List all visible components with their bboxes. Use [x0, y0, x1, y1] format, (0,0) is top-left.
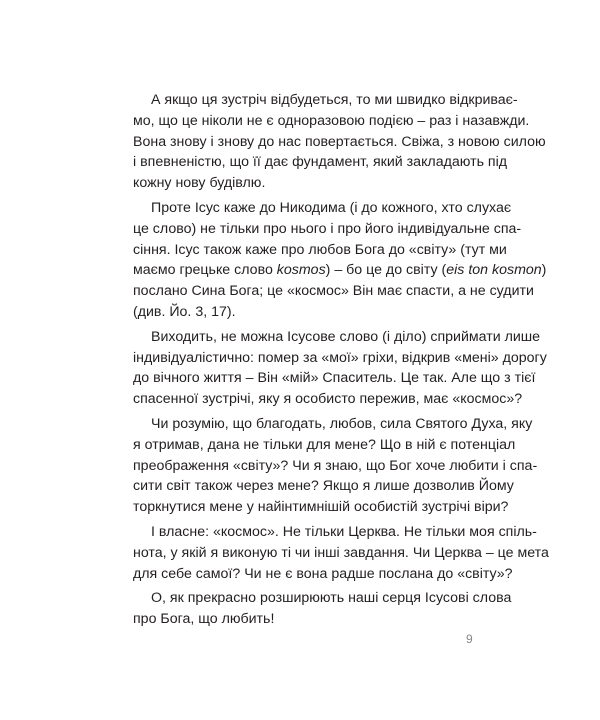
text-line: сіння. Ісус також каже про любов Бога до «світу» (тут ми [133, 241, 507, 258]
text-line: О, як прекрасно розширюють наші серця Ісусові слова [151, 590, 512, 607]
text-line: А якщо ця зустріч відбудеться, то ми швидко відкриває- [151, 92, 518, 108]
text-segment: маємо грецьке слово [133, 262, 277, 279]
text-segment: ) [541, 262, 547, 279]
text-line: послано Сина Бога; це «космос» Він має спасти, а не судити [133, 283, 534, 300]
text-line: сити світ також через мене? Якщо я лише дозволив Йому [133, 478, 514, 495]
text-segment: ) – бо це до світу ( [325, 262, 447, 279]
text-line: спасенної зустрічі, яку я особисто пережив, має «космос»? [133, 391, 523, 408]
text-line: преображення «світу»? Чи я знаю, що Бог хоче любити і спа- [133, 457, 538, 474]
text-line: торкнутися мене у найінтимнішій особистій зустрічі віри? [133, 499, 509, 516]
paragraph [133, 90, 546, 194]
text-line: І власне: «космос». Не тільки Церква. Не тільки моя спіль- [151, 523, 537, 540]
body-text [133, 90, 549, 630]
text-line: це слово) не тільки про нього і про його індивідуальне спа- [133, 220, 522, 237]
text-line: мо, що це ніколи не є одноразовою подією – раз і назавжди. [133, 112, 530, 129]
italic-term: eis ton kosmon [446, 262, 542, 279]
text-line: про Бога, що любить! [133, 611, 275, 628]
text-line: і впевненістю, що її дає фундамент, який закладають під [133, 154, 508, 171]
text-line: кожну нову будівлю. [133, 175, 266, 192]
paragraph [133, 522, 549, 584]
text-line: Чи розумію, що благодать, любов, сила Святого Духа, яку [151, 415, 533, 432]
text-line: Виходить, не можна Ісусове слово (і діло) сприймати лише [151, 328, 541, 345]
paragraph [133, 198, 547, 323]
text-line: (див. Йо. 3, 17). [133, 303, 236, 320]
paragraph [133, 588, 512, 630]
text-line: Проте Ісус каже до Никодима (і до кожного, хто слухає [151, 199, 512, 216]
text-line: я отримав, дана не тільки для мене? Що в ній є потенціал [133, 436, 516, 453]
paragraph [133, 327, 547, 410]
text-line: Вона знову і знову до нас повертається. Свіжа, з новою силою [133, 133, 546, 150]
text-line: для себе самої? Чи не є вона радше послана до «світу»? [133, 565, 513, 582]
page-number: 9 [466, 632, 473, 646]
text-line: до вічного життя – Він «мій» Спаситель. Це так. Але що з тієї [133, 370, 536, 387]
italic-term: kosmos [276, 262, 326, 279]
text-line [133, 260, 547, 281]
paragraph [133, 414, 538, 518]
text-line: індивідуалістично: помер за «мої» гріхи, відкрив «мені» дорогу [133, 349, 547, 366]
text-line: нота, у якій я виконую ті чи інші завдання. Чи Церква – це мета [133, 544, 549, 561]
